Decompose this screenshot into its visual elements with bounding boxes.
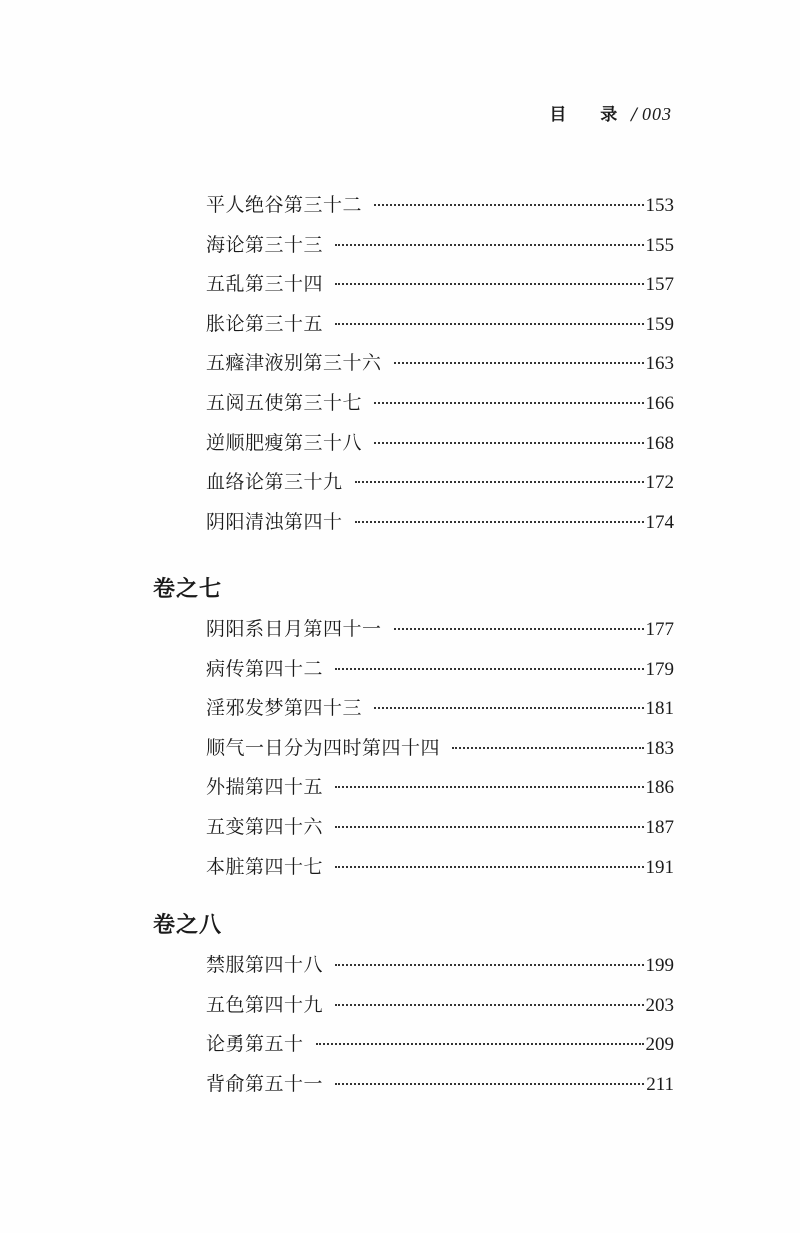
toc-entry-title: 论勇第五十: [206, 1033, 304, 1056]
toc-entry-page: 183: [645, 737, 674, 759]
toc-entry-page: 191: [645, 856, 674, 878]
running-head: [549, 100, 672, 125]
toc-entry-page: 179: [645, 658, 674, 680]
toc-entry: [206, 693, 674, 723]
toc-entry: [206, 269, 674, 299]
toc-entry: [206, 230, 674, 260]
section-heading-8: 卷之八: [153, 913, 223, 938]
dot-leader: [335, 1004, 643, 1006]
toc-entry-title: 背俞第五十一: [206, 1072, 324, 1095]
toc-entry-page: 199: [645, 955, 674, 976]
toc-entry: [206, 1029, 674, 1059]
dot-leader: [335, 244, 643, 246]
toc-entry-title: 胀论第三十五: [206, 312, 324, 335]
dot-leader: [374, 402, 643, 404]
toc-entry-title: 外揣第四十五: [206, 776, 324, 799]
dot-leader: [335, 323, 643, 325]
toc-entry: [206, 654, 674, 684]
running-head-title: 目 录: [549, 105, 632, 125]
toc-entry: [206, 1069, 674, 1099]
toc-entry: [206, 990, 674, 1020]
toc-entry: [206, 733, 674, 763]
toc-entry-title: 五乱第三十四: [206, 273, 324, 296]
toc-entry: [206, 852, 674, 882]
toc-entry-page: 209: [645, 1034, 674, 1056]
toc-entry-page: 155: [645, 234, 674, 256]
toc-entry-page: 166: [645, 393, 674, 414]
dot-leader: [335, 668, 643, 670]
toc-entry: [206, 348, 674, 378]
toc-entry-title: 禁服第四十八: [206, 954, 324, 976]
toc-entry-page: 211: [646, 1073, 674, 1095]
toc-entry-page: 163: [645, 353, 674, 375]
section-heading-7: 卷之七: [153, 577, 223, 602]
toc-entry: [206, 772, 674, 802]
running-head-page-number: 003: [642, 104, 672, 124]
dot-leader: [335, 964, 643, 966]
toc-entry-title: 本脏第四十七: [206, 855, 324, 878]
toc-entry-title: 五变第四十六: [206, 816, 324, 838]
toc-entry: [206, 950, 674, 980]
toc-entry-title: 阴阳系日月第四十一: [206, 618, 382, 640]
toc-entry: [206, 507, 674, 537]
toc-entry-title: 病传第四十二: [206, 657, 324, 680]
toc-entry-title: 淫邪发梦第四十三: [206, 697, 363, 720]
dot-leader: [394, 628, 644, 630]
toc-entry-page: 172: [645, 472, 674, 494]
toc-entry: [206, 467, 674, 497]
dot-leader: [335, 1083, 644, 1085]
toc-entry: [206, 309, 674, 339]
dot-leader: [335, 786, 643, 788]
toc-entry-title: 五癃津液别第三十六: [206, 352, 382, 375]
dot-leader: [374, 442, 643, 444]
dot-leader: [335, 826, 643, 828]
dot-leader: [335, 283, 643, 285]
toc-entry: [206, 812, 674, 842]
toc-entry: [206, 190, 674, 220]
toc-entry-title: 五色第四十九: [206, 993, 324, 1016]
toc-entry-page: 174: [645, 511, 674, 533]
toc-entry-page: 186: [645, 777, 674, 799]
toc-entry-page: 177: [645, 619, 674, 640]
dot-leader: [394, 362, 644, 364]
toc-entry-page: 187: [645, 817, 674, 838]
dot-leader: [316, 1043, 644, 1045]
toc-entry-title: 五阅五使第三十七: [206, 392, 363, 414]
dot-leader: [374, 707, 643, 709]
toc-entry-page: 159: [645, 313, 674, 335]
toc-entry-page: 168: [645, 432, 674, 454]
toc-entry: [206, 388, 674, 418]
toc-entry-page: 157: [645, 274, 674, 296]
toc-entry: [206, 428, 674, 458]
toc-entry-page: 203: [645, 994, 674, 1016]
toc-entry-title: 海论第三十三: [206, 233, 324, 256]
dot-leader: [452, 747, 643, 749]
toc-entry-title: 血络论第三十九: [206, 471, 343, 494]
dot-leader: [335, 866, 643, 868]
toc-entry-title: 阴阳清浊第四十: [206, 510, 343, 533]
dot-leader: [355, 481, 644, 483]
toc-entry: [206, 614, 674, 644]
toc-entry-page: 153: [645, 195, 674, 216]
running-head-separator: /: [631, 105, 638, 125]
dot-leader: [374, 204, 643, 206]
toc-entry-title: 顺气一日分为四时第四十四: [206, 736, 441, 759]
dot-leader: [355, 521, 644, 523]
toc-entry-title: 平人绝谷第三十二: [206, 194, 363, 216]
toc-entry-title: 逆顺肥瘦第三十八: [206, 431, 363, 454]
toc-entry-page: 181: [645, 698, 674, 720]
